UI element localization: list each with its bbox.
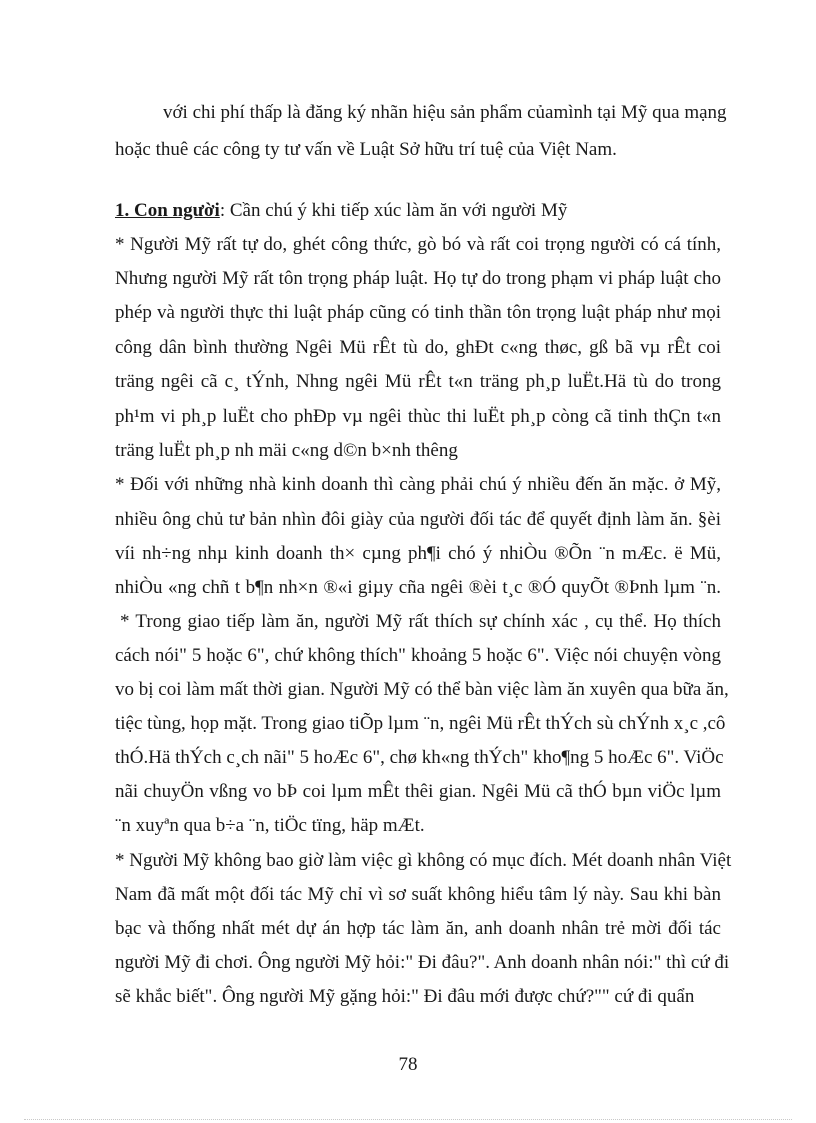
paragraph-line: ph¹m vi ph¸p luËt cho phÐp vµ ngêi thùc thi luËt ph¸p còng cã tinh thÇn t«n (115, 406, 721, 427)
paragraph-line: nãi chuyÖn vßng vo bÞ coi lµm mÊt thêi gian. Ngêi Mü cã thÓ bµn viÖc lµm (115, 781, 721, 802)
paragraph-line: * Trong giao tiếp làm ăn, người Mỹ rất thích sự chính xác , cụ thể. Họ thích (120, 611, 721, 632)
paragraph-line: träng ngêi cã c¸ tÝnh, Nhng ngêi Mü rÊt t«n träng ph¸p luËt.Hä tù do trong (115, 371, 721, 392)
paragraph-line: nhiều ông chủ tư bản nhìn đôi giày của người đối tác để quyết định làm ăn. §èi (115, 509, 721, 530)
heading-colon: : (219, 200, 226, 221)
heading-text: Cần chú ý khi tiếp xúc làm ăn với người Mỹ (229, 200, 568, 221)
paragraph-line: bạc và thống nhất mét dự án hợp tác làm ăn, anh doanh nhân trẻ mời đối tác (115, 918, 721, 939)
paragraph-line: ¨n xuyªn qua b÷a ¨n, tiÖc tïng, häp mÆt. (115, 815, 425, 836)
paragraph-line: * Đối với những nhà kinh doanh thì càng phải chú ý nhiều đến ăn mặc. ở Mỹ, (115, 474, 721, 495)
page-divider (24, 1119, 792, 1120)
paragraph-line: tiệc tùng, họp mặt. Trong giao tiÕp lµm ¨n, ngêi Mü rÊt thÝch sù chÝnh x¸c ,cô (115, 713, 726, 734)
paragraph-line: phép và người thực thi luật pháp cũng có tinh thần tôn trọng luật pháp như mọi (115, 302, 721, 323)
paragraph-line: * Người Mỹ không bao giờ làm việc gì không có mục đích. Mét doanh nhân Việt (115, 850, 732, 871)
paragraph-line: công dân bình thường Ngêi Mü rÊt tù do, ghÐt c«ng thøc, gß bã vµ rÊt coi (115, 337, 721, 358)
section-heading: 1. Con người (115, 200, 220, 221)
paragraph-line: Nam đã mất một đối tác Mỹ chỉ vì sơ suất không hiểu tâm lý này. Sau khi bàn (115, 884, 721, 905)
paragraph-line: Nhưng người Mỹ rất tôn trọng pháp luật. Họ tự do trong phạm vi pháp luật cho (115, 268, 721, 289)
page-number: 78 (398, 1054, 418, 1075)
section-heading-line (115, 199, 721, 223)
paragraph-line: cách nói" 5 hoặc 6", chứ không thích" khoảng 5 hoặc 6". Việc nói chuyện vòng (115, 645, 721, 666)
paragraph-line: víi nh÷ng nhµ kinh doanh th× cµng ph¶i chó ý nhiÒu ®Õn ¨n mÆc. ë Mü, (115, 543, 721, 564)
paragraph-line: nhiÒu «ng chñ t b¶n nh×n ®«i giµy cña ngêi ®èi t¸c ®Ó quyÕt ®Þnh lµm ¨n. (115, 577, 721, 598)
paragraph-line: vo bị coi làm mất thời gian. Người Mỹ có thể bàn việc làm ăn xuyên qua bữa ăn, (115, 679, 729, 700)
paragraph-line: với chi phí thấp là đăng ký nhãn hiệu sản phẩm củamình tại Mỹ qua mạng (163, 102, 727, 123)
paragraph-line: người Mỹ đi chơi. Ông người Mỹ hỏi:" Đi đâu?". Anh doanh nhân nói:" thì cứ đi (115, 952, 730, 973)
paragraph-line: träng luËt ph¸p nh mäi c«ng d©n b×nh thêng (115, 440, 458, 461)
paragraph-line: * Người Mỹ rất tự do, ghét công thức, gò bó và rất coi trọng người có cá tính, (115, 234, 721, 255)
paragraph-line: sẽ khắc biết". Ông người Mỹ gặng hỏi:" Đi đâu mới được chứ?"" cứ đi quẩn (115, 986, 695, 1007)
paragraph-line: hoặc thuê các công ty tư vấn về Luật Sở hữu trí tuệ của Việt Nam. (115, 139, 617, 160)
paragraph-line: thÓ.Hä thÝch c¸ch nãi" 5 hoÆc 6", chø kh«ng thÝch" kho¶ng 5 hoÆc 6". ViÖc (115, 747, 724, 768)
